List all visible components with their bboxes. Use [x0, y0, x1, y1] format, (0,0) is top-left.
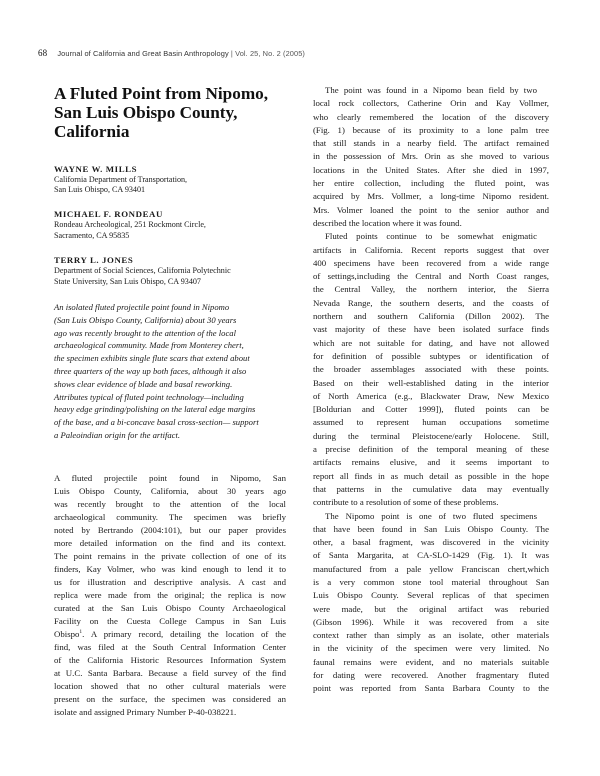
abstract-line: shows clear evidence of blade and basal reworking.: [54, 378, 233, 389]
body-line: Facility on the Cuesta College Campus in San Luis: [54, 615, 286, 626]
title-line: A Fluted Point from Nipomo,: [54, 84, 269, 103]
body-line: which are not suitable for dating, and have not allowed: [313, 337, 549, 348]
body-line: curated at the San Luis Obispo County Archaeological: [54, 602, 286, 613]
body-line: point was reported from Santa Barbara County to the: [313, 683, 549, 694]
body-line: a precise definition of the temporal meaning of these: [313, 444, 549, 455]
abstract-line: Attributes typical of fluted point technology—including: [54, 391, 244, 402]
body-line: context rather than simply as an isolate, other materials: [313, 630, 549, 641]
abstract-line: An isolated fluted projectile point found in Nipomo: [54, 302, 230, 313]
body-line: the Central Valley, the northern interior, the Sierra: [313, 284, 549, 295]
body-line: The point was found in a Nipomo bean field by two: [325, 85, 537, 95]
body-line: Based on their well-established dating in the interior: [313, 377, 549, 388]
body-line: find, was filed at the South Central Information Center: [54, 641, 286, 652]
body-line: A fluted projectile point found in Nipomo, San: [54, 472, 286, 483]
journal-name: Journal of California and Great Basin Anthropology: [57, 49, 229, 58]
volume-info: | Vol. 25, No. 2 (2005): [230, 49, 305, 58]
body-line: us for illustration and descriptive analysis. A cast and: [54, 576, 286, 587]
body-line: [Boldurian and Cotter 1999]), fluted points can be: [313, 404, 549, 415]
body-line: manufactured from a pale yellow Franciscan chert,which: [313, 563, 549, 574]
body-line: for definition of possible subtypes or identification of: [313, 350, 549, 361]
body-line: locations in the United States. After she died in 1997,: [313, 164, 549, 175]
left-body-text: [54, 472, 286, 719]
article-title: [54, 84, 286, 142]
page-number: 68: [38, 48, 48, 58]
body-line: of North America (e.g., Blackwater Draw, New Mexico: [313, 390, 549, 401]
body-line: during the terminal Pleistocene/early Holocene. Still,: [313, 430, 549, 441]
body-line: finders, Kay Volmer, who was kind enough to lend it to: [54, 563, 286, 574]
author-affiliation-line: State University, San Luis Obispo, CA 93407: [54, 276, 201, 286]
author-name: WAYNE W. MILLS: [54, 163, 138, 174]
body-line: Luis Obispo County. Several replicas of that specimen: [313, 590, 549, 601]
author-affiliation-line: California Department of Transportation,: [54, 174, 188, 184]
abstract-line: of the base, and a bi-concave basal cross-section— support: [54, 417, 259, 428]
running-head: [38, 48, 305, 58]
body-line: [54, 628, 286, 641]
body-line: vast majority of these have been isolated surface finds: [313, 324, 549, 335]
body-line-text: . A primary record, detailing the location of the: [82, 628, 286, 639]
body-line: present on the surface, the specimen was considered an: [54, 693, 286, 704]
body-line-text: Obispo: [54, 628, 80, 639]
body-line: faunal remains were evident, and no materials suitable: [313, 656, 549, 667]
body-line: in the possession of Mrs. Orin as she moved to various: [313, 151, 549, 162]
body-line: other, a basal fragment, was discovered in the vicinity: [313, 537, 549, 548]
abstract: [54, 301, 286, 442]
author-affiliation-line: Department of Social Sciences, California Polytechnic: [54, 266, 231, 276]
abstract-line: ago was recently brought to the attention of the local: [54, 327, 236, 338]
body-line: Fluted points continue to be somewhat enigmatic: [325, 231, 537, 242]
body-line: (Fig. 1) because of its proximity to a lone palm tree: [313, 124, 549, 135]
body-line: report all finds in as much detail as possible in the hope: [313, 470, 549, 481]
body-line: Luis Obispo County, California, about 30 years ago: [54, 485, 286, 496]
body-line: acquired by Mrs. Vollmer, a long-time Nipomo resident.: [313, 191, 549, 202]
title-line: California: [54, 122, 130, 142]
body-line: Nevada Range, the southern deserts, and the coasts of: [313, 297, 549, 308]
body-line: location showed that no other cultural materials were: [54, 680, 286, 691]
right-body-text: [313, 84, 549, 696]
body-line: contribute to a resolution of some of these problems.: [313, 497, 499, 508]
body-line: assumed to represent human occupations sometime: [313, 417, 549, 428]
right-column: [313, 84, 549, 696]
abstract-line: the specimen exhibits single flute scars that extend about: [54, 353, 250, 364]
body-line: is a very common stone tool material throughout San: [313, 576, 549, 587]
author-block: [54, 209, 286, 241]
body-line: Mrs. Volmer loaned the point to the senior author and: [313, 204, 549, 215]
body-line: the broader assemblages associated with these points.: [313, 364, 549, 375]
body-line: that patterns in the cumulative data may eventually: [313, 483, 549, 494]
body-line: replica were made from the original; the replica is now: [54, 589, 286, 600]
body-line: The point remains in the private collection of one of its: [54, 550, 286, 561]
abstract-line: (San Luis Obispo County, California) about 30 years: [54, 314, 237, 325]
body-line: of the California Historic Resources Information System: [54, 654, 286, 665]
title-line: San Luis Obispo County,: [54, 103, 238, 123]
author-name: MICHAEL F. RONDEAU: [54, 209, 163, 220]
body-line: was recently brought to the attention of the local: [54, 498, 286, 509]
body-line: were made, but the original artifact was reburied: [313, 603, 549, 614]
body-line: archaeological community. The specimen was briefly: [54, 511, 286, 522]
author-block: [54, 255, 286, 287]
body-line: in the vicinity of the specimen were very limited. No: [313, 643, 549, 654]
footnote-marker[interactable]: 1: [79, 628, 83, 635]
body-line: artifacts remains elusive, and it seems important to: [313, 457, 549, 468]
body-line: for dating were recovered. Another fragmentary fluted: [313, 670, 549, 681]
author-name: TERRY L. JONES: [54, 255, 134, 266]
author-affiliation-line: Sacramento, CA 95835: [54, 230, 130, 240]
body-line: described the location where it was found.: [313, 217, 462, 228]
body-line: northern and southern California (Dillon 2002). The: [313, 311, 549, 322]
body-line: at U.C. Santa Barbara. Because a field survey of the find: [54, 667, 286, 678]
author-affiliation-line: San Luis Obispo, CA 93401: [54, 185, 146, 195]
body-line: artifacts in California. Recent reports suggest that over: [313, 244, 549, 255]
left-column: [54, 84, 286, 719]
body-line: The Nipomo point is one of two fluted specimens: [325, 510, 537, 521]
body-line: more detailed information on the find and its context.: [54, 537, 286, 548]
author-list: [54, 164, 286, 287]
body-line: (Gibson 1996). While it was recovered from a site: [313, 616, 549, 627]
body-line: of Santa Margarita, at CA-SLO-1429 (Fig. 1). It was: [313, 550, 549, 561]
body-line: that have been found in San Luis Obispo County. The: [313, 523, 549, 534]
body-line: local rock collectors, Catherine Orin and Kay Vollmer,: [313, 98, 549, 109]
author-affiliation-line: Rondeau Archeological, 251 Rockmont Circle,: [54, 220, 206, 230]
abstract-line: three quarters of the way up both faces, although it also: [54, 366, 247, 377]
body-line: her entire collection, including the fluted point, was: [313, 178, 549, 189]
abstract-line: a Paleoindian origin for the artifact.: [54, 430, 181, 441]
author-block: [54, 164, 286, 196]
body-line: isolate and assigned Primary Number P-40-038221.: [54, 706, 237, 717]
body-line: noted by Bertrando (2004:101), but our paper provides: [54, 524, 286, 535]
body-line: that still stands in a nearby field. The artifact remained: [313, 138, 549, 149]
abstract-line: heavy edge grinding/polishing on the lateral edge margins: [54, 404, 256, 415]
body-line: who clearly remembered the location of the discovery: [313, 111, 549, 122]
abstract-line: archaeological community. Made from Monterey chert,: [54, 340, 244, 351]
body-line: of settings,including the Central and North Coast ranges,: [313, 271, 549, 282]
body-line: 400 specimens have been recovered from a wide range: [313, 257, 549, 268]
